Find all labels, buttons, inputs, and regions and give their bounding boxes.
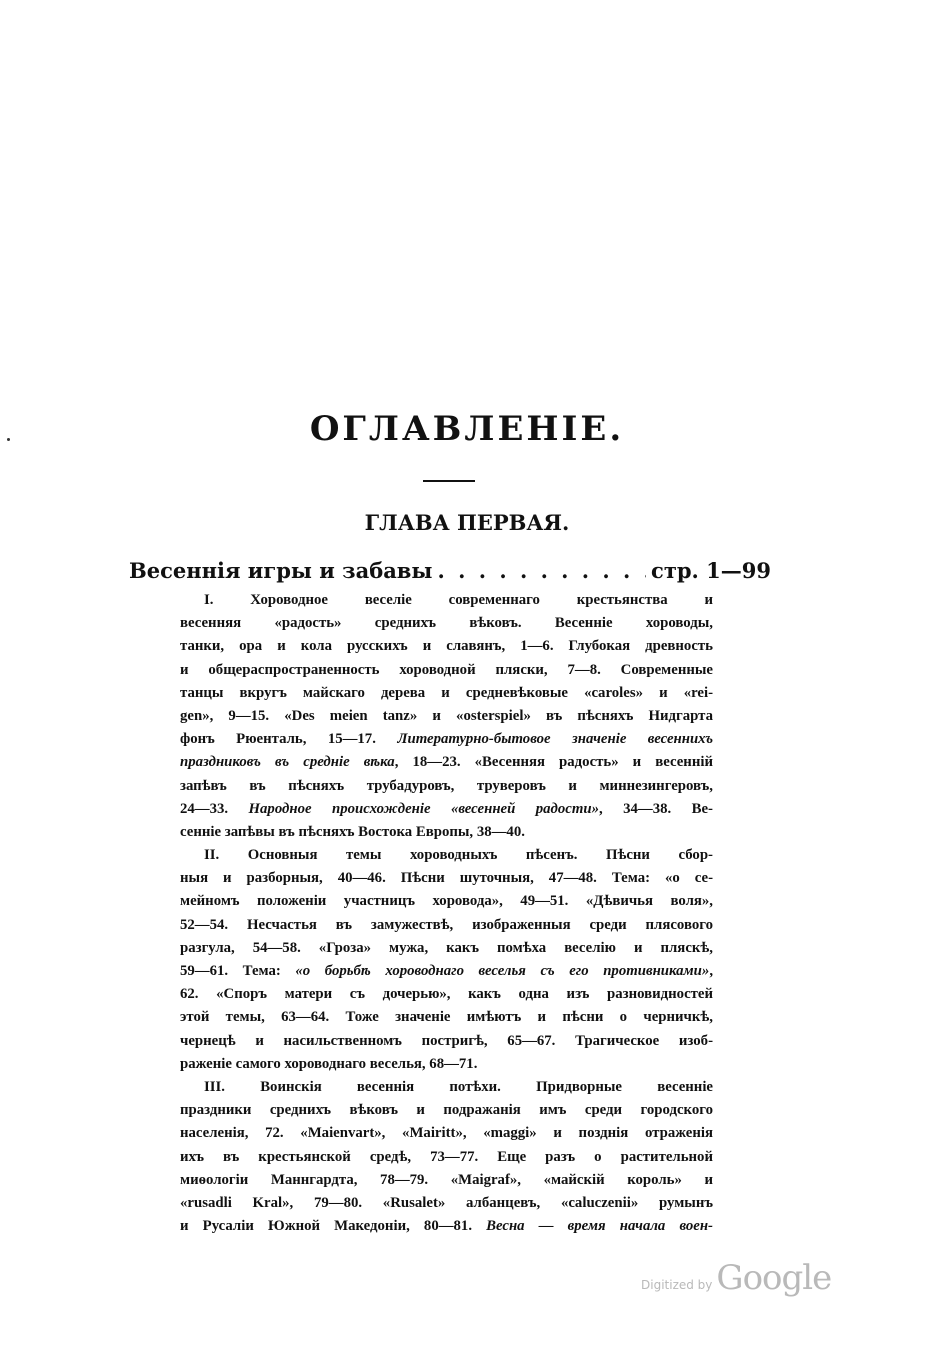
text-line [180,1076,713,1099]
text-line [180,728,713,751]
text-segment: 52—54. Несчастья въ замужествѣ, изображенныя среди плясового [180,916,713,933]
toc-entry-pages: стр. 1—99 [651,558,771,583]
text-segment: праздники среднихъ вѣковъ и подражанія имъ среди городского [180,1102,713,1119]
text-line [180,867,713,890]
text-segment: танки, ора и кола русскихъ и славянъ, 1—6. Глубокая древность [180,638,713,655]
italic-segment: Весна — время начала воен- [486,1218,713,1235]
text-line [180,1053,713,1076]
text-line [180,960,713,983]
text-line [180,751,713,774]
digitized-by-text: Digitized by [641,1278,713,1292]
text-segment: 59—61. Тема: [180,963,296,979]
text-segment: раженіе самого хороводнаго веселья, 68—71. [180,1055,478,1072]
text-segment: населенія, 72. «Maienvart», «Mairitt», «maggi» и позднія отраженія [180,1125,713,1142]
chapter-summary [180,589,713,1238]
italic-segment: Литературно-бытовое значеніе весеннихъ [397,731,714,748]
text-segment: gen», 9—15. «Des meien tanz» и «osterspiel» въ пѣсняхъ Нидгарта [180,707,713,724]
toc-entry-label: Весеннія игры и забавы [129,558,433,583]
toc-leader-dots [437,556,646,586]
text-segment: весенняя «радость» среднихъ вѣковъ. Весенніе хороводы, [180,615,713,632]
chapter-heading: ГЛАВА ПЕРВАЯ. [364,510,570,535]
google-logo: Google [716,1258,832,1298]
italic-segment: Народное происхожденіе «весенней радости» [248,800,599,817]
text-line [180,844,713,867]
text-line [180,1099,713,1122]
text-segment: танцы вкругъ майскаго дерева и средневѣковые «caroles» и «rei- [180,684,713,701]
text-line [180,1030,713,1053]
text-segment: , 34—38. Ве- [599,800,713,817]
text-segment: I. Хороводное веселіе современнаго крестьянства и [204,592,713,608]
toc-entry [129,556,771,586]
page-title: ОГЛАВЛЕНІЕ. [309,409,625,449]
text-segment: ихъ въ крестьянской средѣ, 73—77. Еще разъ о растительной [180,1148,713,1165]
text-segment: II. Основныя темы хороводныхъ пѣсенъ. Пѣсни сбор- [204,847,713,864]
text-segment: мейномъ положеніи участницъ хоровода», 49—51. «Дѣвичья воля», [180,893,713,910]
text-line [180,705,713,728]
text-line [180,1169,713,1192]
text-segment: фонъ Рюенталь, 15—17. [180,731,398,748]
text-segment: 62. «Споръ матери съ дочерью», какъ одна изъ разновидностей [180,986,713,1003]
text-line [180,914,713,937]
text-line [180,1215,713,1238]
text-segment: и Русаліи Южной Македоніи, 80—81. [180,1218,487,1235]
text-line [180,798,713,821]
text-line [180,612,713,635]
italic-segment: праздниковъ въ средніе вѣка [180,754,395,771]
text-line [180,659,713,682]
text-segment: 24—33. [180,800,249,817]
text-segment: этой темы, 63—64. Тоже значеніе имѣютъ и пѣсни о черничкѣ, [180,1009,713,1026]
text-segment: запѣвъ въ пѣсняхъ трубадуровъ, труверовъ и миннезингеровъ, [180,777,713,794]
text-segment: миѳологіи Маннгардта, 78—79. «Maigraf», «майскій король» и [180,1171,713,1188]
text-line [180,589,713,612]
text-segment: , 18—23. «Весенняя радость» и весенній [394,754,713,771]
text-line [180,983,713,1006]
text-segment: разгула, 54—58. «Гроза» мужа, какъ помѣха веселію и пляскѣ, [180,939,713,956]
text-line [180,1146,713,1169]
text-line [180,635,713,658]
text-line [180,682,713,705]
text-segment: чернецѣ и насильственномъ постригѣ, 65—67. Трагическое изоб- [180,1032,713,1049]
text-line [180,937,713,960]
text-segment: ныя и разборныя, 40—46. Пѣсни шуточныя, 47—48. Тема: «о се- [180,870,713,887]
text-line [180,1122,713,1145]
text-line [180,1006,713,1029]
text-line [180,890,713,913]
italic-segment: «о борьбѣ хороводнаго веселья съ его противниками» [295,963,710,979]
text-segment: сенніе запѣвы въ пѣсняхъ Востока Европы, 38—40. [180,823,525,840]
text-segment: и общераспространенность хороводной пляски, 7—8. Современные [180,661,713,678]
digitized-stamp [641,1258,841,1308]
text-line [180,775,713,798]
text-line [180,821,713,844]
title-divider [423,480,475,482]
text-segment: III. Воинскія весеннія потѣхи. Придворные весенніе [204,1078,713,1095]
text-line [180,1192,713,1215]
text-segment: «rusadli Kral», 79—80. «Rusalet» албанцевъ, «caluczenii» румынъ [180,1194,713,1211]
text-segment: , [709,963,714,979]
